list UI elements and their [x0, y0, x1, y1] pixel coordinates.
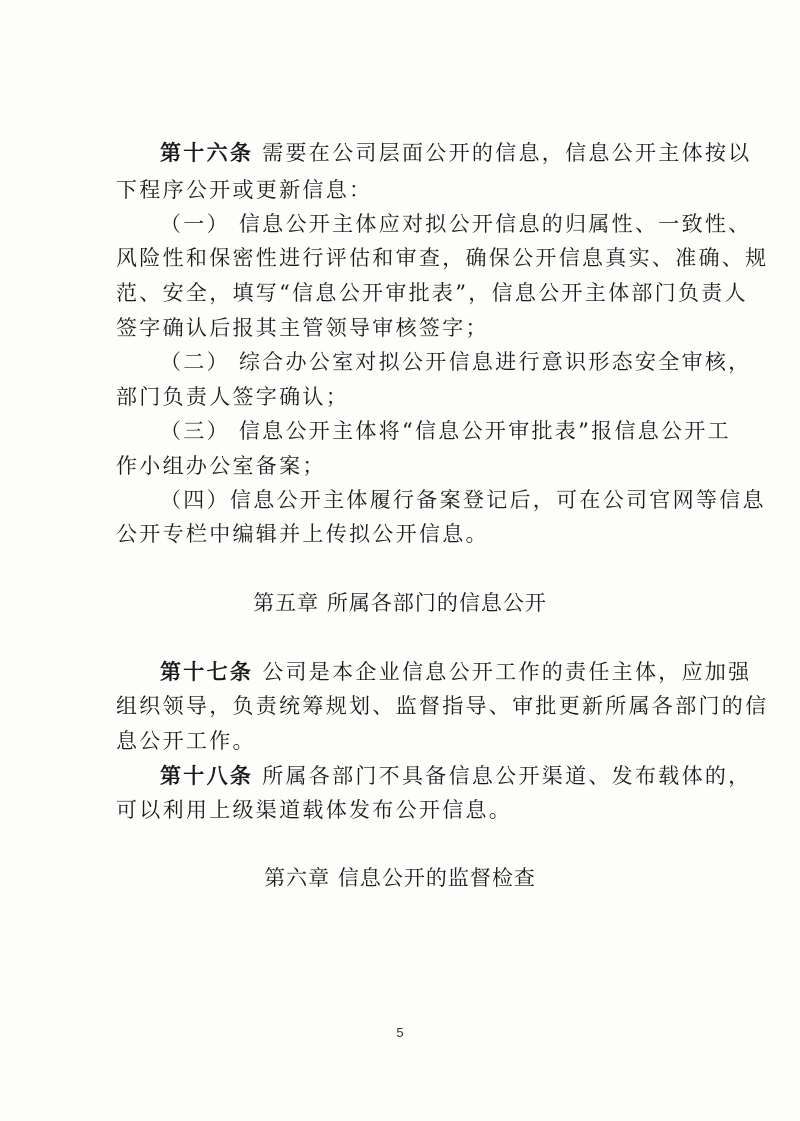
item-1-line-4: 签字确认后报其主管领导审核签字；: [116, 316, 489, 340]
article-17-line-1: [160, 660, 760, 684]
article-18-line-1: [160, 764, 760, 788]
article-18-text: 所属各部门不具备信息公开渠道、发布载体的，: [262, 764, 752, 788]
item-3-line-1: （三） 信息公开主体将“信息公开审批表”报信息公开工: [160, 419, 731, 443]
article-18-line-2: 可以利用上级渠道载体发布公开信息。: [116, 798, 513, 822]
article-16-line-1: [160, 141, 760, 165]
article-17-line-3: 息公开工作。: [116, 729, 256, 753]
article-17-title: 第十七条: [160, 660, 254, 684]
article-16-text: 需要在公司层面公开的信息，信息公开主体按以: [262, 141, 752, 165]
article-17-line-2: 组织领导，负责统筹规划、监督指导、审批更新所属各部门的信: [116, 694, 769, 718]
item-4-line-2: 公开专栏中编辑并上传拟公开信息。: [116, 522, 489, 546]
item-1-line-2: 风险性和保密性进行评估和审查，确保公开信息真实、准确、规: [116, 246, 769, 270]
chapter-5-heading: 第五章 所属各部门的信息公开: [253, 591, 547, 615]
article-18-title: 第十八条: [160, 764, 254, 788]
item-2-line-2: 部门负责人签字确认；: [116, 385, 349, 409]
item-4-line-1: （四）信息公开主体履行备案登记后，可在公司官网等信息: [160, 488, 766, 512]
article-17-text: 公司是本企业信息公开工作的责任主体，应加强: [262, 660, 752, 684]
item-1-line-1: （一） 信息公开主体应对拟公开信息的归属性、一致性、: [160, 212, 752, 236]
chapter-6-heading: 第六章 信息公开的监督检查: [264, 866, 536, 890]
item-1-line-3: 范、安全，填写“信息公开审批表”，信息公开主体部门负责人: [116, 281, 748, 305]
page-number: 5: [396, 1025, 404, 1040]
item-2-line-1: （二） 综合办公室对拟公开信息进行意识形态安全审核，: [160, 350, 752, 374]
article-16-title: 第十六条: [160, 141, 254, 165]
item-3-line-2: 作小组办公室备案；: [116, 454, 326, 478]
article-16-line-2: 下程序公开或更新信息：: [116, 178, 373, 202]
